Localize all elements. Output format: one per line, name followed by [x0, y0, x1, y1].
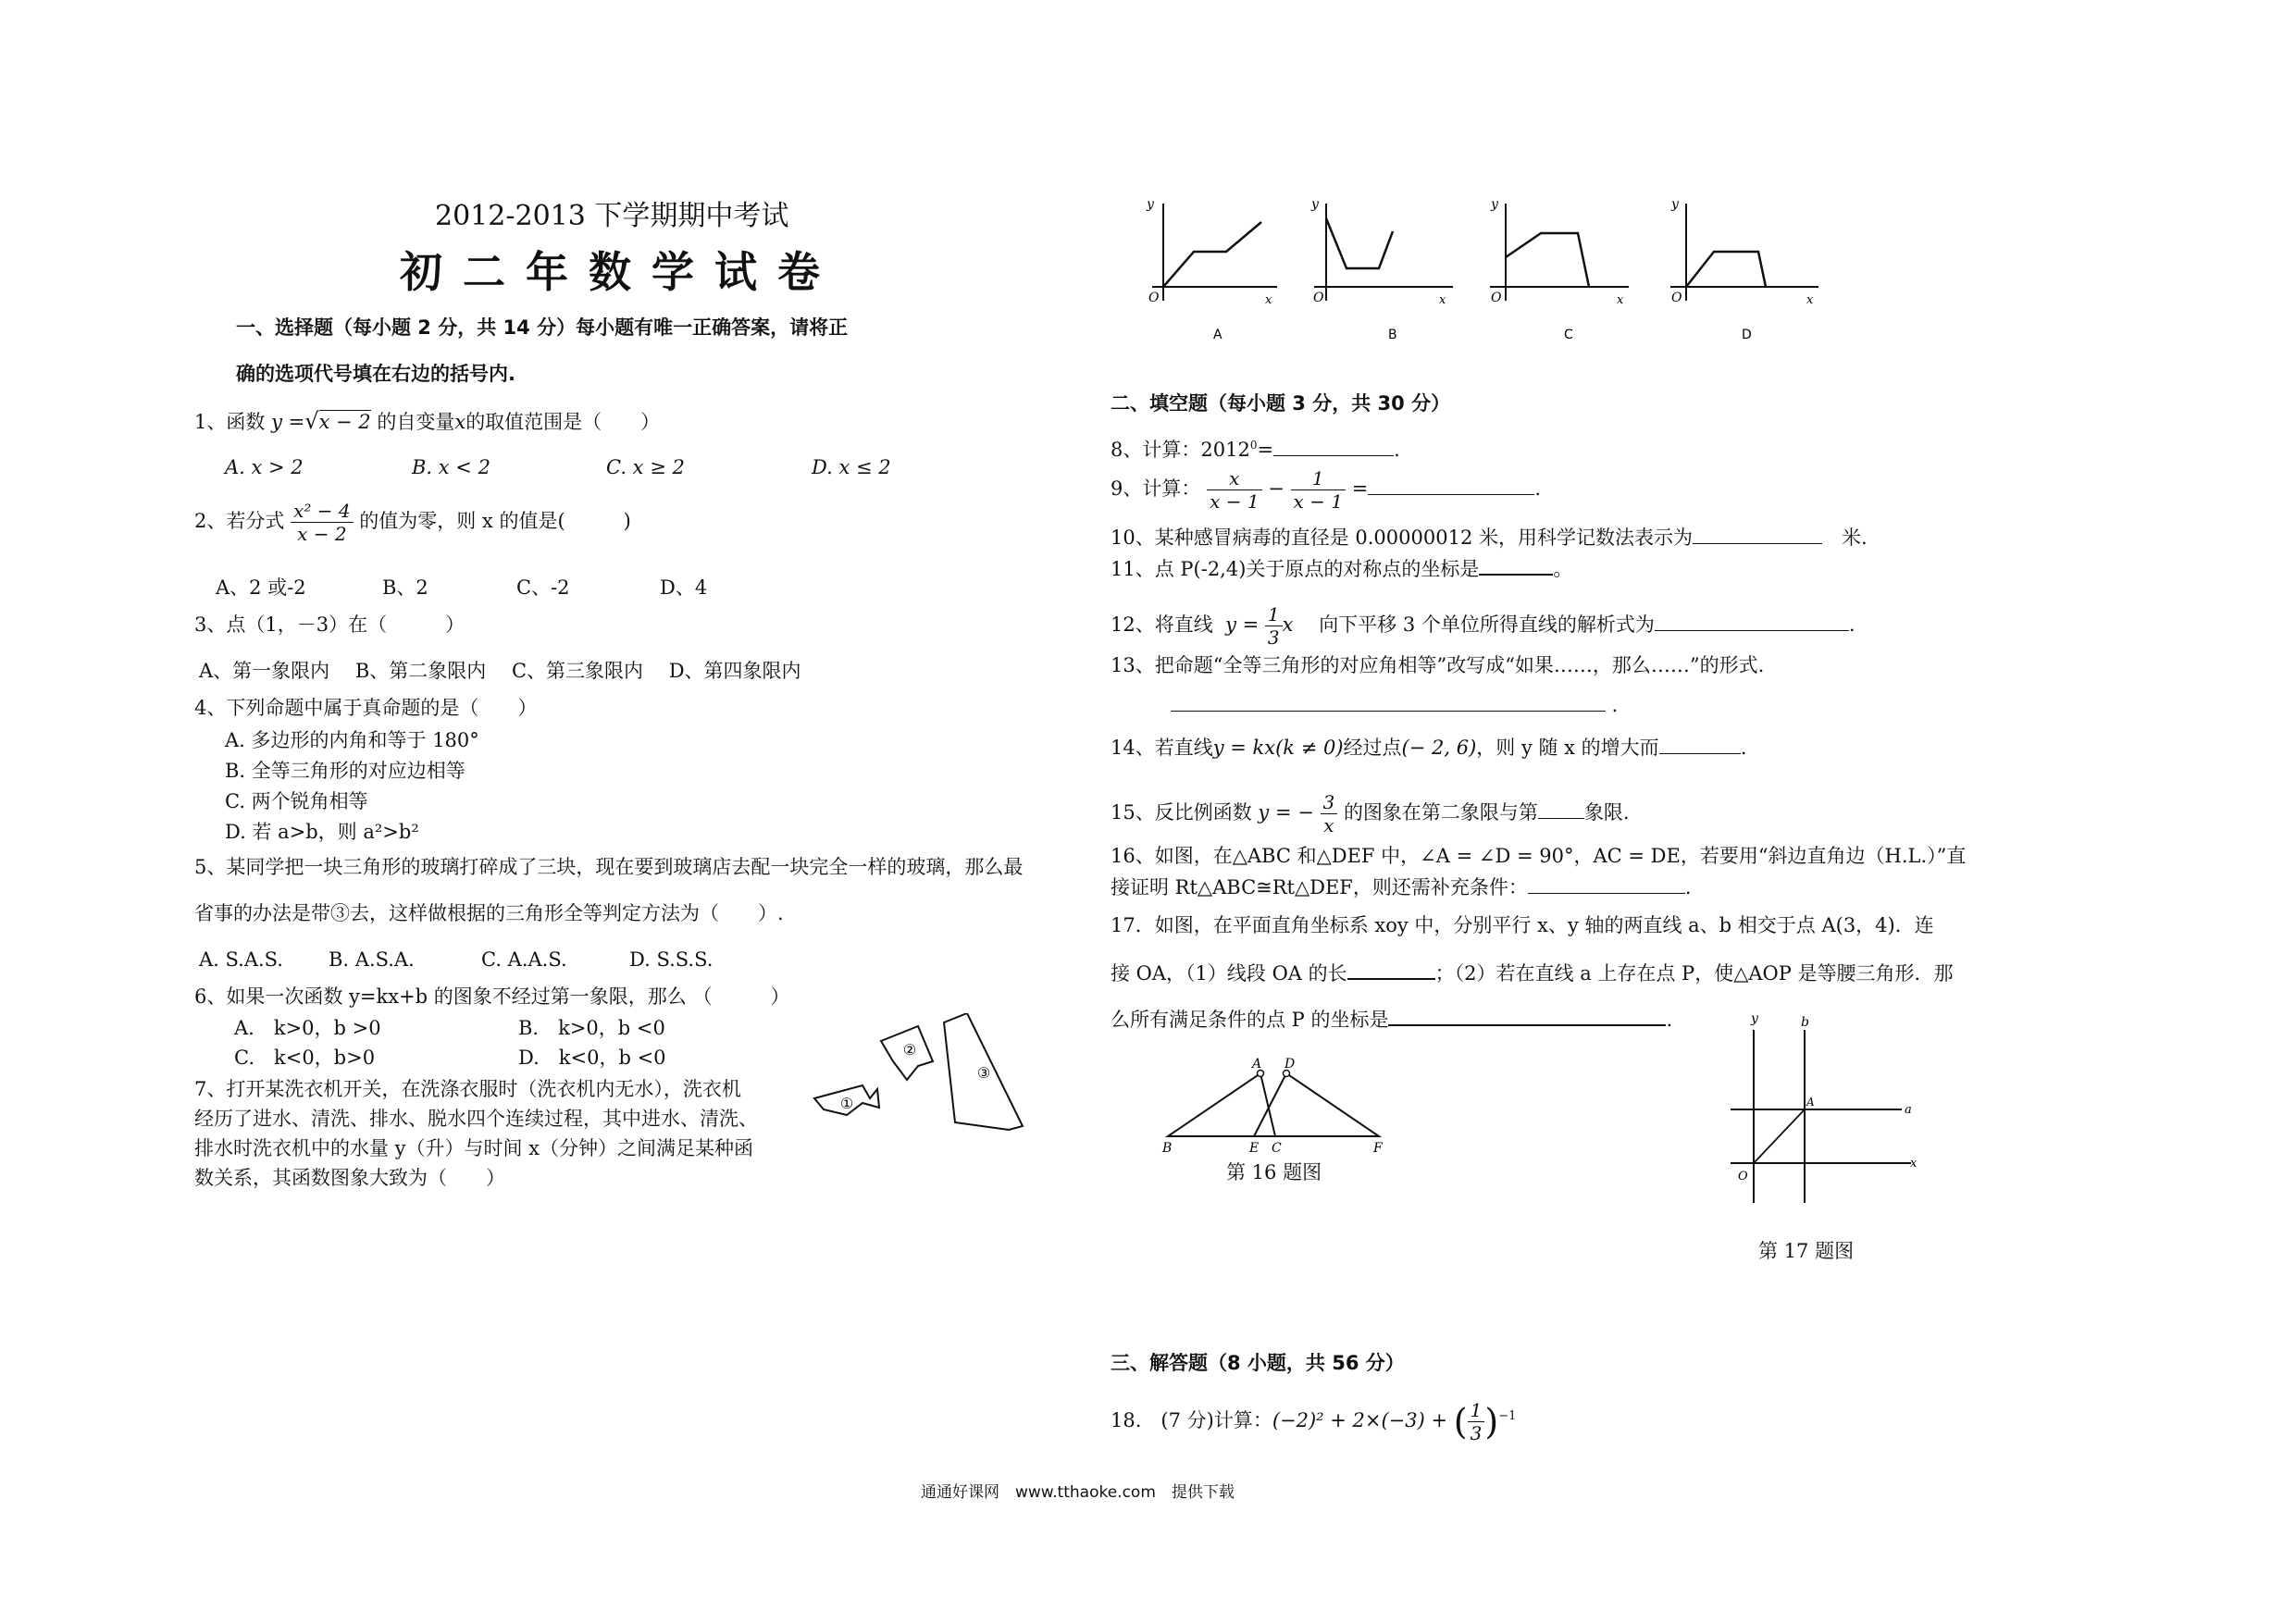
q5-option-b[interactable]: B. A.S.A. — [329, 948, 415, 971]
glass-piece-2-label: ② — [902, 1041, 917, 1059]
exam-main-title: 初二年数学试卷 — [400, 247, 840, 297]
q2-option-a[interactable]: A、2 或-2 — [216, 576, 306, 599]
footer-source: 通通好课网 www.tthaoke.com 提供下载 — [921, 1483, 1235, 1502]
q11-answer-blank[interactable] — [1479, 553, 1553, 576]
figure-17-caption: 第 17 题图 — [1758, 1240, 1855, 1262]
section1-heading: 一、选择题（每小题 2 分，共 14 分）每小题有唯一正确答案，请将正 — [236, 316, 849, 339]
q16-answer-blank[interactable] — [1528, 873, 1685, 894]
question-11: 11、点 P(-2,4)关于原点的对称点的坐标是 。 — [1111, 553, 1572, 583]
svg-text:D: D — [1285, 1057, 1296, 1072]
q12-answer-blank[interactable] — [1655, 610, 1849, 631]
svg-text:b: b — [1801, 1015, 1809, 1030]
question-7-line4: 数关系，其函数图象大致为（ ） — [194, 1167, 505, 1189]
q10-answer-blank[interactable] — [1693, 523, 1822, 544]
section3-heading: 三、解答题（8 小题，共 56 分） — [1111, 1352, 1405, 1374]
question-10: 10、某种感冒病毒的直径是 0.00000012 米，用科学记数法表示为 米. — [1111, 523, 1868, 551]
q3-options[interactable]: A、第一象限内 B、第二象限内 C、第三象限内 D、第四象限内 — [199, 660, 801, 682]
question-16-line1: 16、如图，在△ABC 和△DEF 中，∠A = ∠D = 90°，AC = DE，若要用“斜边直角边（H.L.）”直 — [1111, 845, 1967, 867]
graph-a-x-label: x — [1265, 293, 1272, 307]
glass-piece-1-label: ① — [839, 1095, 854, 1112]
question-7-line3: 排水时洗衣机中的水量 y（升）与时间 x（分钟）之间满足某种函 — [194, 1137, 754, 1159]
svg-text:a: a — [1905, 1103, 1912, 1117]
q17-oa-blank[interactable] — [1347, 958, 1435, 980]
q2-fraction: $\frac{\text{x² − 4}}{x - 2}$ — [291, 500, 354, 545]
question-8: 8、计算：$2012^0=$ . — [1111, 431, 1400, 464]
question-3: 3、点（1，－3）在（ ） — [194, 613, 465, 636]
graph-b-y-label: y — [1311, 197, 1319, 212]
q14-answer-blank[interactable] — [1659, 733, 1741, 754]
q15-answer-blank[interactable] — [1538, 798, 1584, 819]
q2-option-c[interactable]: C、-2 — [516, 576, 570, 599]
graph-a-origin: O — [1148, 291, 1160, 305]
q7-graph-c — [1476, 185, 1633, 342]
graph-d-y-label: y — [1671, 197, 1679, 212]
graph-c-origin: O — [1491, 291, 1502, 305]
question-9: 9、计算： $\frac{x}{x - 1}$ − $\frac{1}{x - 1}$ = . — [1111, 467, 1541, 513]
svg-text:y: y — [1751, 1011, 1758, 1026]
q7-graph-b — [1300, 185, 1458, 342]
question-17-line1: 17．如图，在平面直角坐标系 xoy 中，分别平行 x、y 轴的两直线 a、b 相交于点 A(3，4)．连 — [1111, 914, 1934, 936]
q6-option-d[interactable]: D. k<0，b <0 — [518, 1047, 666, 1069]
question-1: 1、函数 y =√x − 2 的自变量x的取值范围是（ ） — [194, 408, 661, 434]
graph-c-y-label: y — [1491, 197, 1498, 212]
exam-term-title: 2012-2013 下学期期中考试 — [435, 200, 789, 232]
q4-option-d[interactable]: D. 若 a>b，则 a²>b² — [225, 821, 419, 843]
svg-text:B: B — [1162, 1141, 1173, 1156]
svg-text:A: A — [1806, 1096, 1815, 1109]
q5-option-a[interactable]: A. S.A.S. — [199, 948, 283, 971]
q1-option-d[interactable]: D. x ≤ 2 — [812, 456, 891, 478]
question-14: 14、若直线y = kx(k ≠ 0)经过点(− 2, 6)，则 y 随 x 的增大而 . — [1111, 733, 1746, 762]
q9-answer-blank[interactable] — [1368, 474, 1534, 495]
question-5-line1: 5、某同学把一块三角形的玻璃打碎成了三块，现在要到玻璃店去配一块完全一样的玻璃，那么最 — [194, 856, 1024, 878]
question-12: 12、将直线 y = $\frac{1}{3}$ x 向下平移 3 个单位所得直线的解析式为 . — [1111, 603, 1855, 649]
q2-option-d[interactable]: D、4 — [660, 576, 708, 599]
q1-option-a[interactable]: A. x > 2 — [225, 456, 304, 478]
q4-option-a[interactable]: A. 多边形的内角和等于 180° — [225, 729, 479, 751]
svg-text:A: A — [1252, 1057, 1262, 1072]
question-6: 6、如果一次函数 y=kx+b 的图象不经过第一象限，那么 （ ） — [194, 985, 790, 1008]
q2-option-b[interactable]: B、2 — [382, 576, 428, 599]
section1-heading-cont: 确的选项代号填在右边的括号内. — [236, 363, 515, 385]
figure-17 — [1703, 1004, 1925, 1217]
q7-graph-a — [1124, 185, 1282, 342]
graph-d-caption: D — [1742, 328, 1752, 342]
graph-c-x-label: x — [1617, 293, 1624, 307]
q4-option-b[interactable]: B. 全等三角形的对应边相等 — [225, 760, 465, 782]
glass-piece-3-label: ③ — [976, 1064, 991, 1082]
figure-16-caption: 第 16 题图 — [1226, 1161, 1322, 1183]
section2-heading: 二、填空题（每小题 3 分，共 30 分） — [1111, 392, 1451, 415]
broken-glass-figure — [805, 1013, 1046, 1138]
question-17-line2: 接 OA，（1）线段 OA 的长 ；（2）若在直线 a 上存在点 P，使△AOP 是等腰三角形．那 — [1111, 958, 1954, 987]
svg-text:O: O — [1738, 1170, 1748, 1183]
question-4: 4、下列命题中属于真命题的是（ ） — [194, 697, 538, 719]
graph-c-caption: C — [1564, 328, 1573, 342]
q17-points-blank[interactable] — [1388, 1004, 1666, 1026]
q1-option-c[interactable]: C. x ≥ 2 — [606, 456, 685, 478]
q6-option-a[interactable]: A. k>0，b >0 — [234, 1017, 381, 1039]
svg-text:F: F — [1373, 1141, 1383, 1156]
question-7-line2: 经历了进水、清洗、排水、脱水四个连续过程，其中进水、清洗、 — [194, 1108, 758, 1130]
graph-d-x-label: x — [1806, 293, 1814, 307]
graph-b-caption: B — [1388, 328, 1397, 342]
q6-option-b[interactable]: B. k>0，b <0 — [518, 1017, 665, 1039]
graph-a-y-label: y — [1147, 197, 1154, 212]
q8-answer-blank[interactable] — [1273, 435, 1394, 456]
q4-option-c[interactable]: C. 两个锐角相等 — [225, 790, 368, 812]
q5-option-c[interactable]: C. A.A.S. — [481, 948, 567, 971]
q13-answer-line[interactable]: . — [1171, 690, 1618, 719]
svg-text:E: E — [1249, 1141, 1260, 1156]
question-17-line3: 么所有满足条件的点 P 的坐标是 . — [1111, 1004, 1672, 1034]
q1-option-b[interactable]: B. x < 2 — [412, 456, 490, 478]
question-18: 18. (7 分)计算：(−2)² + 2×(−3) + ( $\frac{1}{3}$ )$^{-1}$ — [1111, 1399, 1517, 1444]
graph-d-origin: O — [1671, 291, 1682, 305]
question-16-line2: 接证明 Rt△ABC≅Rt△DEF，则还需补充条件： . — [1111, 873, 1692, 901]
question-15: 15、反比例函数 y = − $\frac{3}{x}$ 的图象在第二象限与第 象限. — [1111, 791, 1630, 836]
q5-option-d[interactable]: D. S.S.S. — [629, 948, 714, 971]
question-7-line1: 7、打开某洗衣机开关，在洗涤衣服时（洗衣机内无水），洗衣机 — [194, 1078, 741, 1100]
question-5-line2: 省事的办法是带③去，这样做根据的三角形全等判定方法为（ ）. — [194, 902, 784, 924]
graph-a-caption: A — [1213, 328, 1222, 342]
graph-b-origin: O — [1313, 291, 1324, 305]
q7-graph-d — [1657, 185, 1823, 342]
svg-text:C: C — [1272, 1141, 1282, 1156]
question-2: 2、若分式 $\frac{\text{x² − 4}}{x - 2}$ 的值为零，则 x 的值是( ) — [194, 500, 631, 545]
graph-b-x-label: x — [1439, 293, 1446, 307]
svg-text:x: x — [1910, 1157, 1917, 1171]
q6-option-c[interactable]: C. k<0，b>0 — [234, 1047, 376, 1069]
question-13: 13、把命题“全等三角形的对应角相等”改写成“如果……，那么……”的形式. — [1111, 654, 1765, 676]
